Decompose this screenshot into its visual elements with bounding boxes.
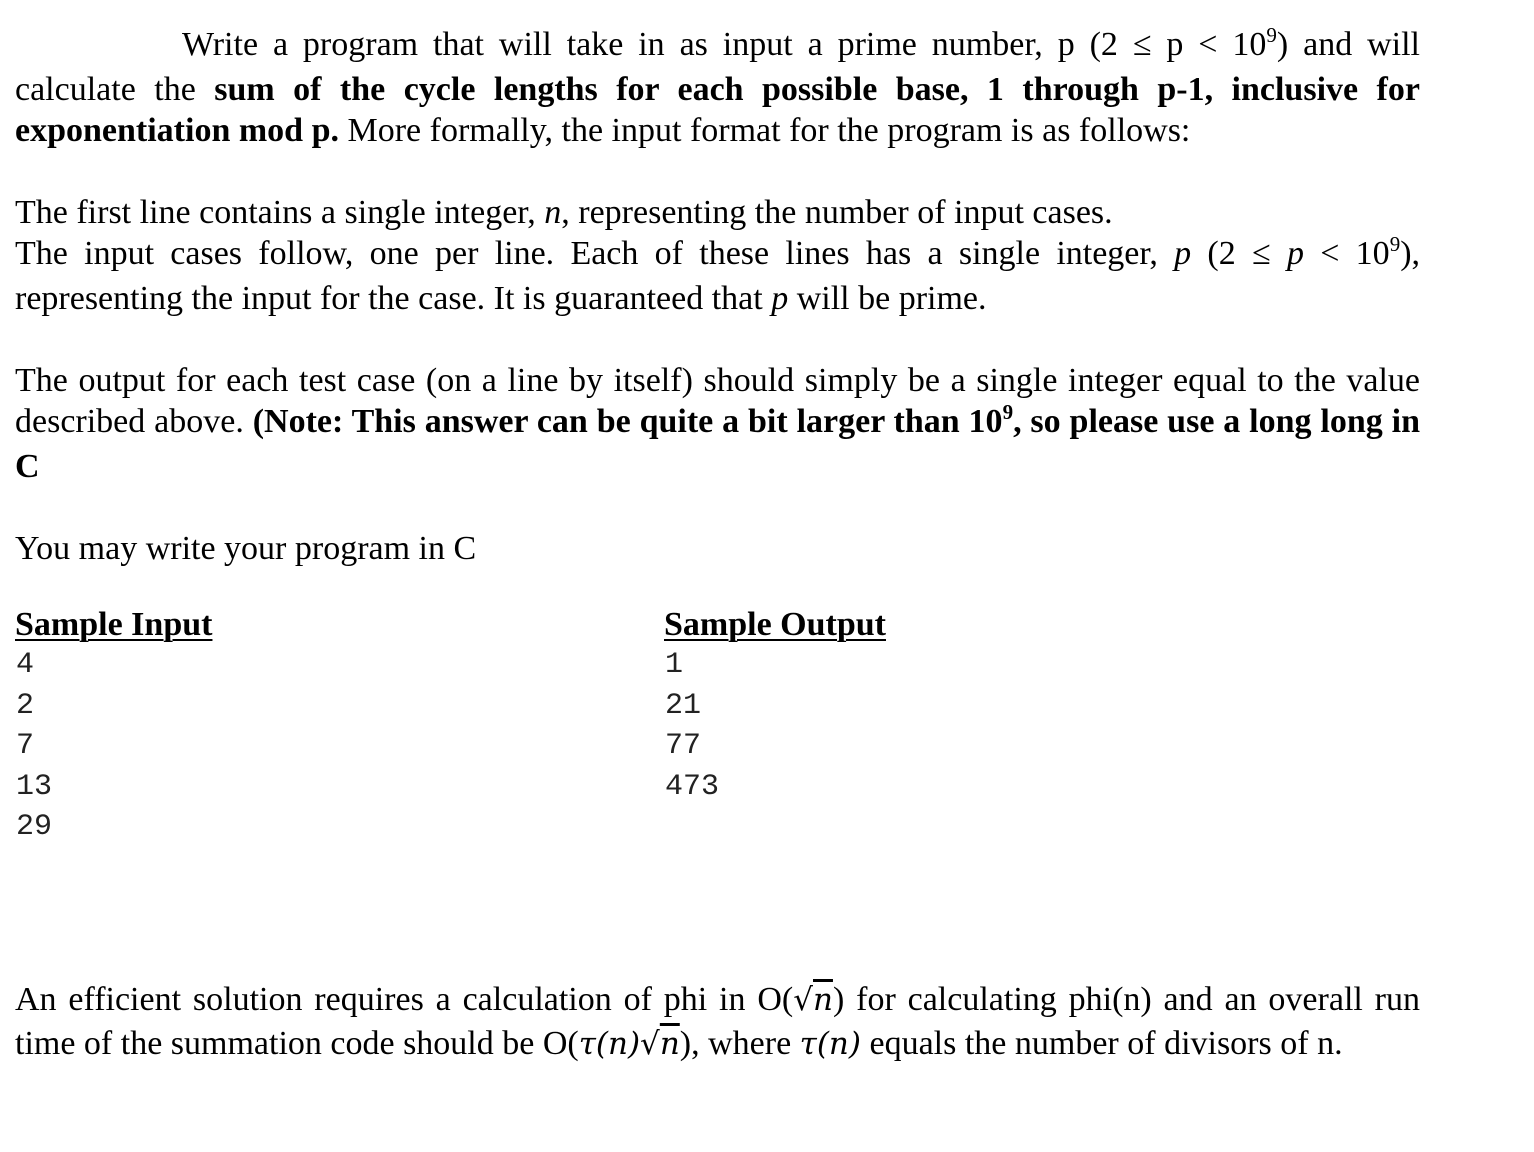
samples-section [15,604,1215,844]
output-format-paragraph [15,360,1420,487]
sample-input-line: 13 [16,769,53,804]
efficiency-note [15,978,1420,1066]
input-format-line1 [15,192,1420,233]
input-format-text: , representing the number of input cases. [561,194,1113,231]
input-format-text: The input cases follow, one per line. Each of these lines has a single integer, [15,235,1175,272]
sqrt-symbol: √ [793,982,813,1018]
math-tau-n: τ(n) [578,1026,641,1062]
var-n: n [544,194,562,231]
efficiency-text: ) for calculating phi(n) and an overall run time of the summation code should be O( [15,981,1421,1062]
sample-output-column [664,604,886,807]
efficiency-text: An efficient solution requires a calculation of phi in O( [15,981,794,1018]
sample-output-line: 473 [665,769,720,804]
var-p: p [1174,235,1192,272]
math-n: n [659,1026,680,1062]
sample-output-line: 1 [665,648,684,682]
input-format-text: < 10 [1303,235,1390,272]
input-format-text: ), representing the input for the case. It is guaranteed that [15,235,1421,317]
note-text-a: (Note: This answer can be quite a bit larger than 10 [252,403,1003,440]
intro-exponent: 9 [1266,23,1277,47]
sample-input-line: 7 [16,729,35,763]
note-exponent: 9 [1002,400,1014,424]
var-p: p [1286,235,1304,272]
sample-output-line: 21 [665,688,702,723]
math-n: n [813,982,833,1018]
sample-input-line: 29 [16,810,53,844]
note-text-b: , so please use a long long in C [15,403,1420,485]
input-format-text: The first line contains a single integer, [15,194,545,231]
input-format-text: will be prime. [788,280,987,317]
sample-input-line: 4 [16,648,35,682]
intro-bold-text: sum of the cycle lengths for each possible base, 1 through p-1, inclusive for exponentiation mod p. [15,71,1420,149]
math-tau-n: τ(n) [799,1026,861,1062]
intro-text-b: ) and will calculate the [15,26,1420,108]
sample-output-line: 77 [665,729,702,763]
input-format-line2 [15,233,1420,319]
efficiency-text: ), where [679,1025,800,1062]
language-note: You may write your program in C [15,530,477,567]
input-format-text: (2 ≤ [1191,235,1287,272]
efficiency-text: equals the number of divisors of n. [860,1025,1343,1062]
intro-paragraph [15,24,1420,151]
intro-text-c: More formally, the input format for the program is as follows: [339,112,1191,149]
sample-input-line: 2 [16,688,35,723]
efficiency-paragraph [15,978,1420,1066]
problem-statement [15,24,1420,569]
sample-input-header: Sample Input [15,606,213,643]
exponent: 9 [1389,232,1401,256]
sqrt-symbol: √ [640,1026,660,1062]
output-format-text: The output for each test case (on a line by itself) should simply be a single integer equal to the value described above. [15,362,1420,440]
intro-text-a: Write a program that will take in as input a prime number, p (2 ≤ p < 10 [182,26,1267,63]
sample-input-column [15,604,212,848]
sample-output-header: Sample Output [664,606,886,643]
var-p: p [771,280,789,317]
